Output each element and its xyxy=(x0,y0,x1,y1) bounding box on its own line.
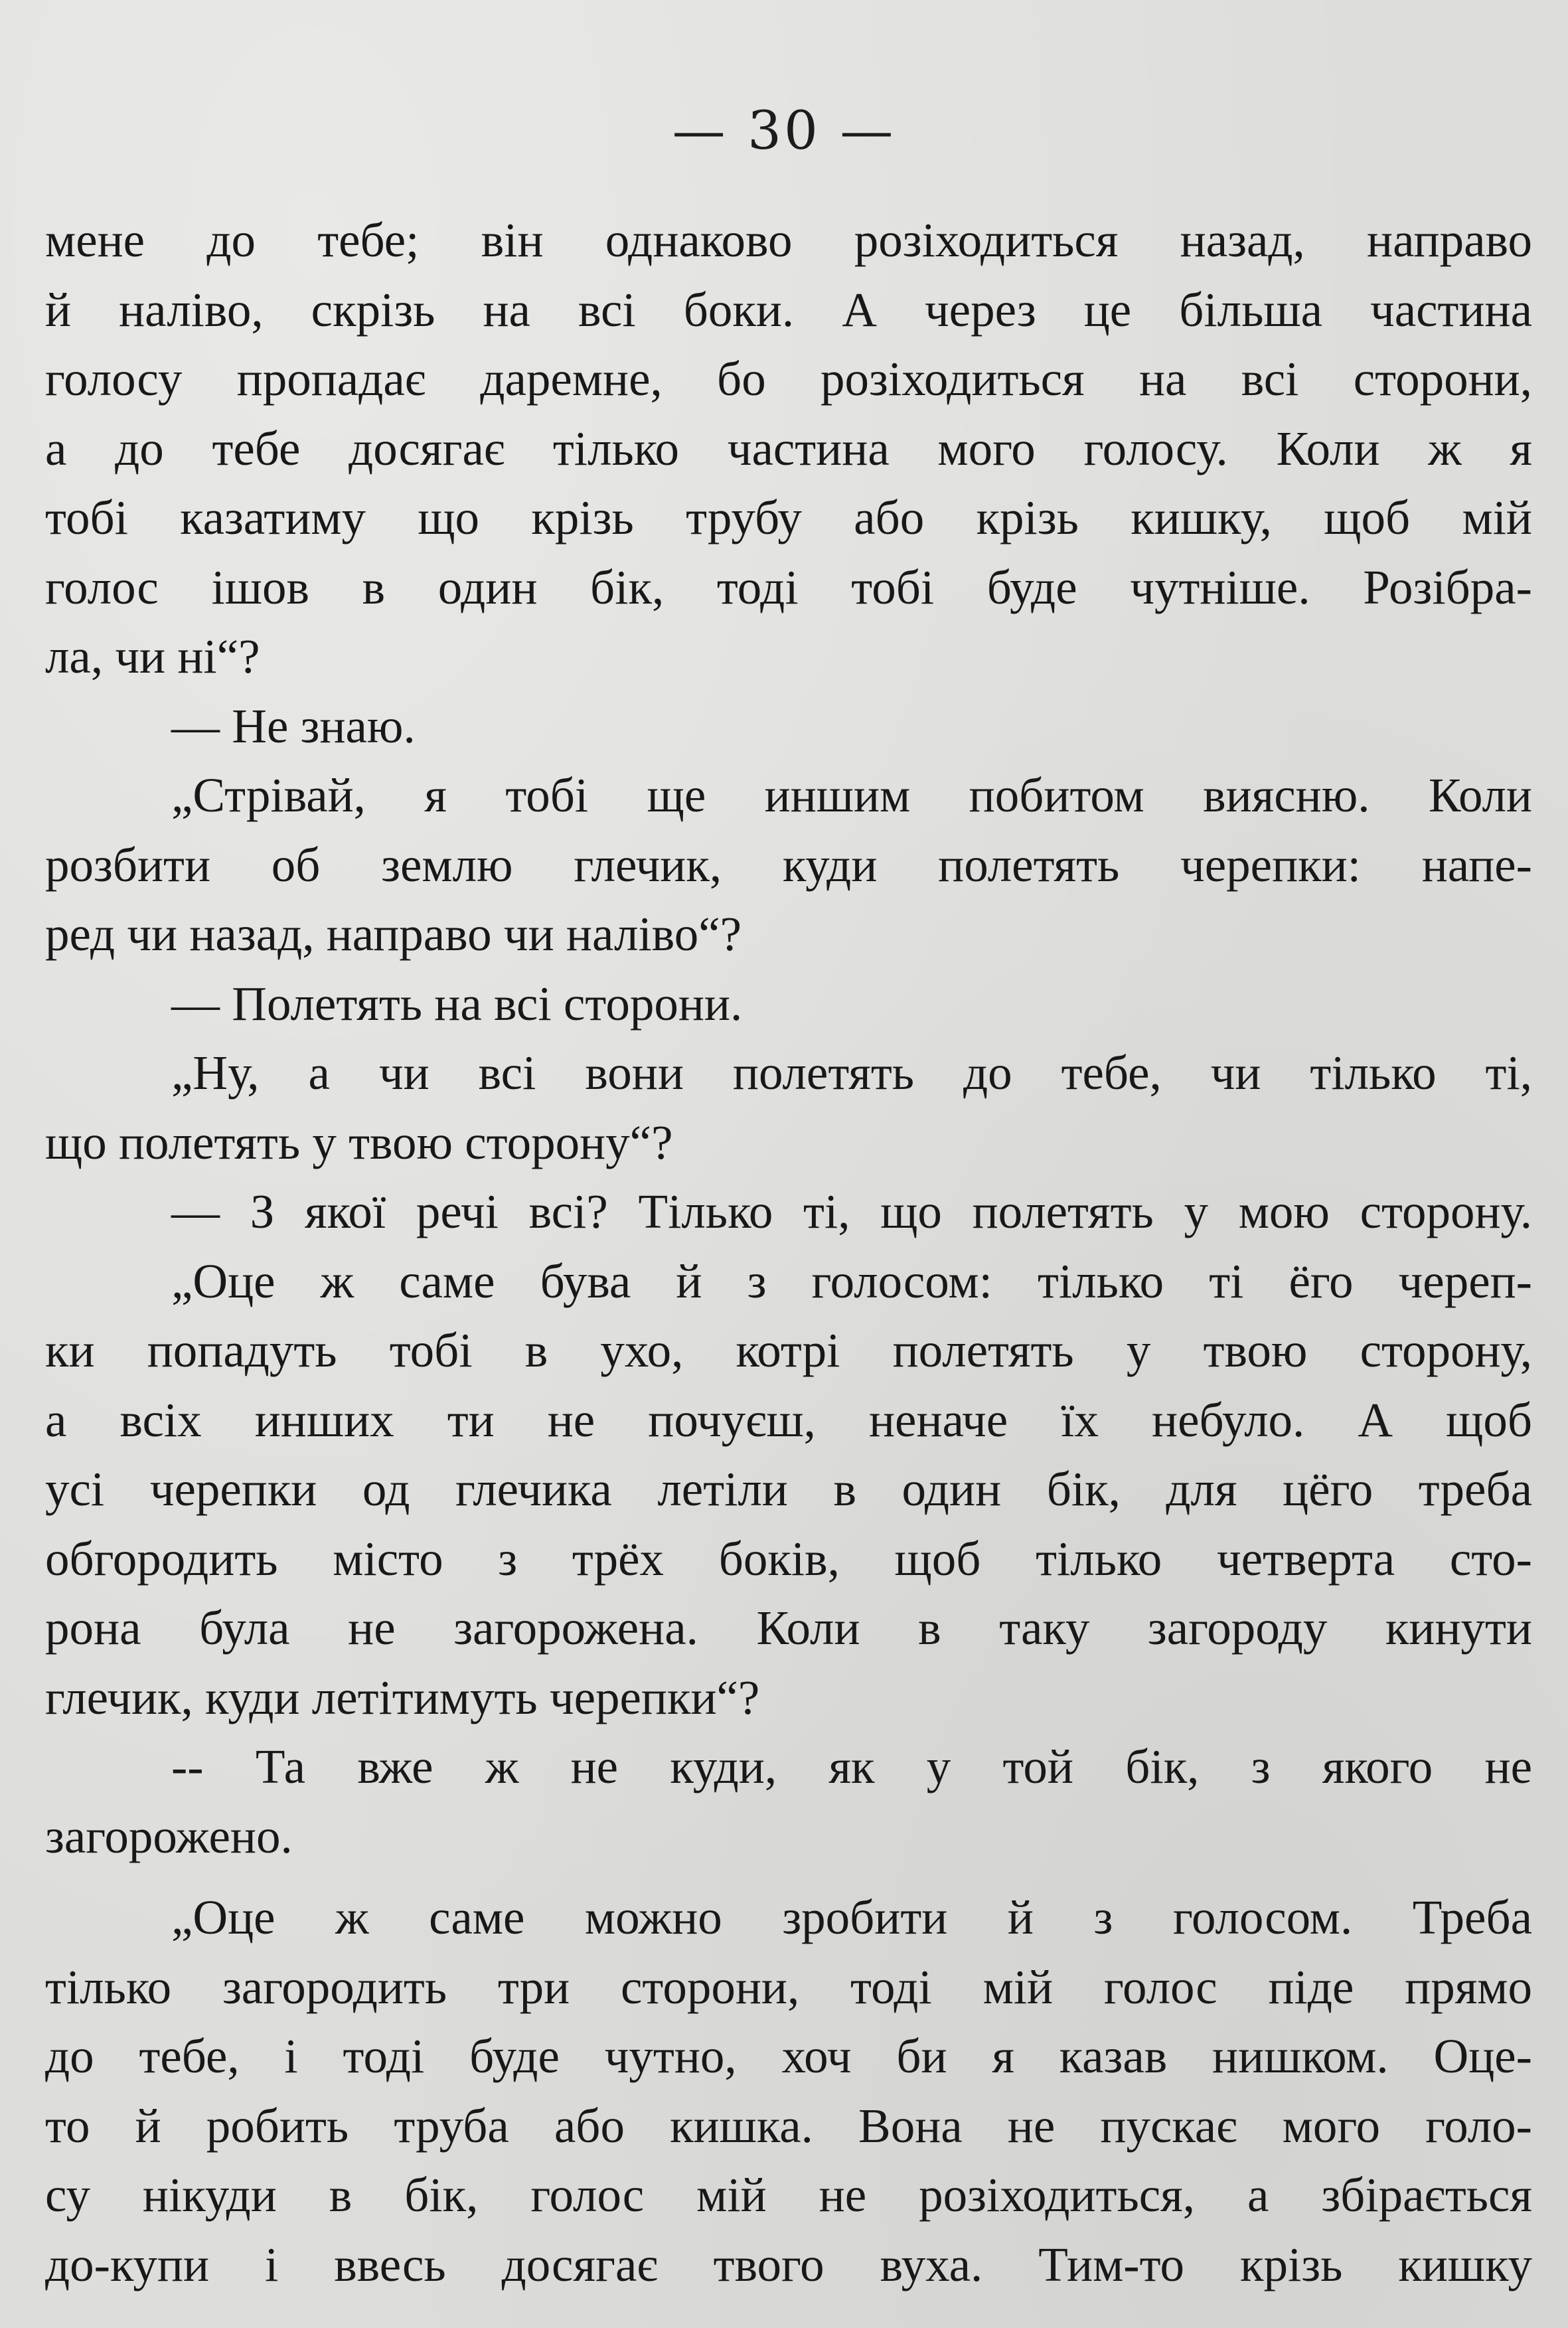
text-line: що полетять у твою сторону“? xyxy=(45,1115,673,1169)
text-line: „Оце ж саме можно зробити й з голосом. Треба xyxy=(171,1890,1532,1944)
text-line: тобі казатиму що крізь трубу або крізь кишку, щоб мій xyxy=(45,491,1532,544)
page-number: — 30 — xyxy=(672,100,896,161)
text-line: до-купи і ввесь досягає твого вуха. Тим-то крізь кишку xyxy=(45,2237,1532,2291)
text-line: обгородить місто з трёх боків, щоб тілько четверта сто- xyxy=(45,1531,1532,1586)
text-line: ла, чи ні“? xyxy=(45,629,260,683)
text-line: а всіх инших ти не почуєш, неначе їх небуло. А щоб xyxy=(45,1392,1532,1447)
text-line: ки попадуть тобі в ухо, котрі полетять у твою сторону, xyxy=(45,1323,1532,1377)
text-line: тілько загородить три сторони, тоді мій голос піде прямо xyxy=(45,1959,1532,2014)
text-line: рона була не загорожена. Коли в таку загороду кинути xyxy=(45,1601,1532,1655)
text-line: то й робить труба або кишка. Вона не пускає мого голо- xyxy=(45,2098,1532,2153)
text-line: -- Та вже ж не куди, як у той бік, з якого не xyxy=(171,1740,1532,1793)
text-line: ред чи назад, направо чи наліво“? xyxy=(45,907,742,961)
text-line: до тебе, і тоді буде чутно, хоч би я казав нишком. Оце- xyxy=(45,2029,1532,2083)
text-line: голос ішов в один бік, тоді тобі буде чутніше. Розібра- xyxy=(45,560,1532,614)
text-line: усі черепки од глечика летіли в один бік, для цёго треба xyxy=(45,1462,1532,1516)
text-line: — Не знаю. xyxy=(171,699,416,753)
text-line: розбити об землю глечик, куди полетять черепки: напе- xyxy=(45,837,1532,892)
text-line: глечик, куди летітимуть черепки“? xyxy=(45,1670,760,1724)
text-line: — З якої речі всі? Тілько ті, що полетять у мою сторону. xyxy=(171,1185,1532,1238)
text-line: су нікуди в бік, голос мій не розіходиться, а збірається xyxy=(45,2168,1532,2222)
text-line: мене до тебе; він однаково розіходиться назад, направо xyxy=(45,213,1532,267)
text-body xyxy=(45,206,1532,2299)
text-line: загорожено. xyxy=(45,1809,293,1863)
text-line: „Ну, а чи всі вони полетять до тебе, чи тілько ті, xyxy=(171,1046,1532,1100)
text-line: й наліво, скрізь на всі боки. А через це більша частина xyxy=(45,282,1532,337)
text-line: „Стрівай, я тобі ще иншим побитом виясню. Коли xyxy=(171,768,1532,822)
text-line: а до тебе досягає тілько частина мого голосу. Коли ж я xyxy=(45,421,1532,475)
text-line: голосу пропадає даремне, бо розіходиться на всі сторони, xyxy=(45,352,1532,406)
text-line: — Полетять на всі сторони. xyxy=(171,976,743,1031)
text-line: „Оце ж саме бува й з голосом: тілько ті ёго череп- xyxy=(171,1254,1532,1308)
